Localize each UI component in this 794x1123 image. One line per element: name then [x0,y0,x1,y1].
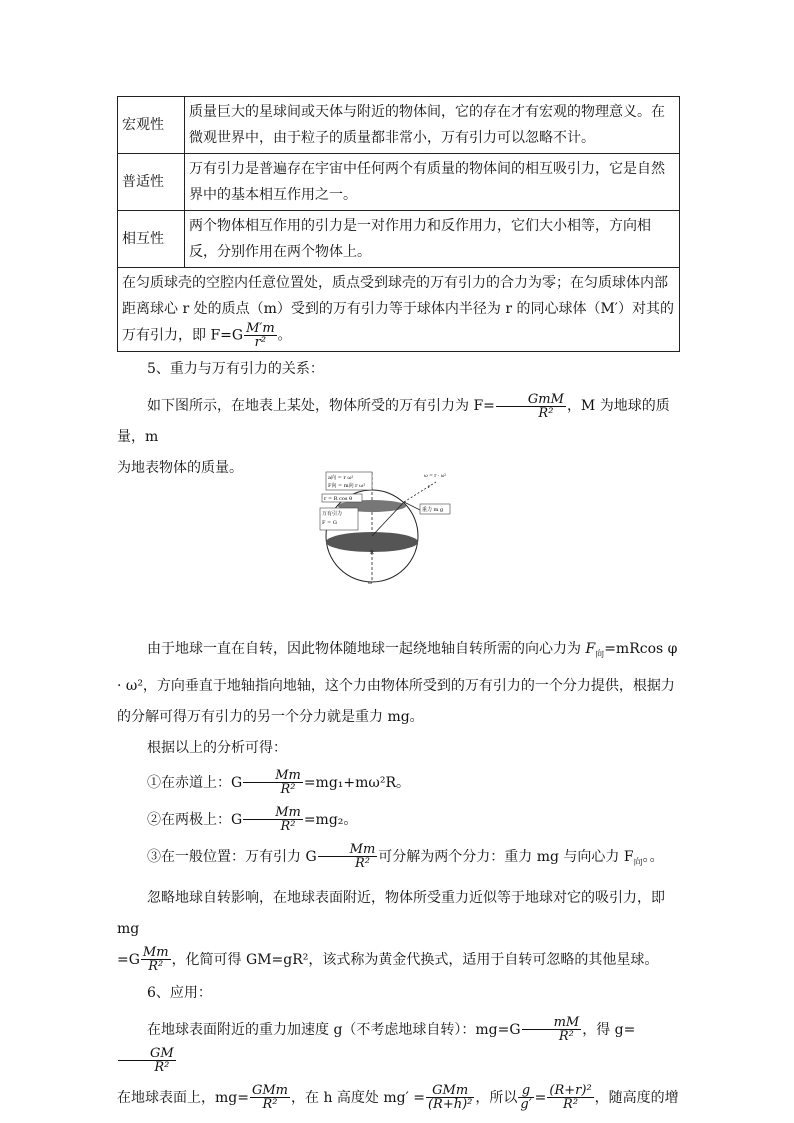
paragraph [117,634,682,733]
fraction [243,806,303,833]
denominator: R² [563,1097,579,1113]
text: 在地球表面上，mg= [117,1089,249,1106]
denominator: R² [280,782,296,798]
fraction [522,1016,582,1043]
numerator: (R+r)² [549,1083,592,1099]
numerator: g [518,1084,533,1098]
text: 如下图所示，在地表上某处，物体所受的万有引力为 F= [147,398,495,414]
paragraph [117,1083,682,1114]
section6-heading: 6、应用： [147,984,212,1001]
table-row [118,211,680,268]
fraction [250,1084,290,1111]
denominator: R² [558,1029,574,1045]
row-text: 质量巨大的星球间或天体与附近的物体间，它的存在才有宏观的物理意义。在微观世界中，由于粒子的质量都非常小，万有引力可以忽略不计。 [185,97,680,154]
fraction [243,769,303,796]
numerator: mM [522,1016,582,1030]
row-label: 普适性 [118,154,185,211]
subscript: 向 [595,649,605,660]
row-text: 两个物体相互作用的引力是一对作用力和反作用力，它们大小相等，方向相反，分别作用在两个物体上。 [185,211,680,268]
document-page [117,96,682,1114]
fig-label: ω [368,580,373,586]
fraction [547,1084,593,1111]
text: ，随高度的增 [594,1089,679,1106]
tail-text: 。 [277,327,292,344]
numerator: GMm [251,1083,288,1099]
table-row [118,268,680,352]
text: ③在一般位置：万有引力 G [147,848,317,865]
fig-label: F向 = m向 r ω² [328,483,366,489]
numerator: GmM [496,393,566,407]
merged-cell [118,268,680,352]
fig-label: 万有引力 [322,511,343,517]
equator-plane [326,532,418,552]
fraction [426,1084,474,1111]
fig-label: a向 = r ω² [328,475,354,481]
numerator: Mm [243,806,303,820]
row-label: 宏观性 [118,97,185,154]
text: F [585,641,596,657]
fig-label: ω = r · ω² [424,474,447,479]
denominator: (R+h)² [427,1097,473,1113]
row-text: 万有引力是普遍存在宇宙中任何两个有质量的物体间的相互吸引力，它是自然界中的基本相互作用之一。 [185,154,680,211]
fraction [518,1084,533,1111]
table-row [118,97,680,154]
text: 。。 [642,848,664,865]
property-table [117,96,680,352]
row-label: 相互性 [118,211,185,268]
text: = [534,1089,547,1106]
text: ，化简可得 GM=gR²，该式称为黄金代换式，适用于自转可忽略的其他星球。 [171,951,659,968]
section5-heading: 5、重力与万有引力的关系： [147,361,324,377]
table-row [118,154,680,211]
equation-3 [117,842,682,879]
denominator: R² [354,856,370,872]
numerator: Mm [243,769,303,783]
fig-label: 重力 m g [422,507,444,513]
denominator: R² [280,819,296,835]
fig-label: r [428,485,431,490]
numerator: GM [118,1047,176,1061]
denominator: R² [154,1060,170,1076]
equation-2 [117,805,682,836]
text: =G [117,951,140,968]
fig-label: R [370,550,374,556]
fraction [118,1047,176,1074]
text: ，M 为地球的质量，m [117,398,670,445]
fraction [244,322,277,349]
denominator: R² [148,959,164,975]
earth-rotation-figure [312,468,490,586]
numerator: M′m [246,321,275,336]
denominator: r² [254,335,267,350]
numerator: GMm [426,1084,474,1098]
text: ，所以 [475,1089,518,1106]
denominator: g′ [520,1097,532,1113]
text: ②在两极上：G [147,811,243,828]
force-line [404,482,436,502]
equation-1 [117,768,682,799]
subscript: 向 [633,857,643,868]
paragraph [117,1015,682,1077]
text: =mRcos φ · ω²，方向垂直于地轴指向地轴，这个力由物体所受到的万有引力的一个分力提供，根据力的分解可得万有引力的另一个分力就是重力 mg。 [117,641,678,725]
fraction [318,843,378,870]
fig-label: F = G [322,520,337,526]
denominator: R² [262,1097,278,1113]
text: ①在赤道上：G [147,774,243,791]
paragraph: 根据以上的分析可得： [147,739,287,756]
text: ，得 g= [582,1021,636,1038]
fraction [141,946,171,973]
paragraph [117,945,682,976]
paragraph: 忽略地球自转影响，在地球表面附近，物体所受重力近似等于地球对它的吸引力，即 mg [117,889,665,937]
fig-label: r = R cos θ [324,496,353,502]
text: 可分解为两个分力：重力 mg 与向心力 F [378,848,634,865]
denominator: R² [538,405,554,421]
paragraph [117,391,682,453]
paragraph: 为地表物体的质量。 [117,460,243,476]
text: =mg₂。 [303,811,358,828]
numerator: Mm [142,945,169,961]
text: ，在 h 高度处 mg′ = [291,1089,425,1106]
numerator: Mm [318,843,378,857]
merged-text: 在匀质球壳的空腔内任意位置处，质点受到球壳的万有引力的合力为零；在匀质球体内部距离球心 r 处的质点（m）受到的万有引力等于球体内半径为 r 的同心球体（M′）对其的万有引力，即 F=G [122,275,674,344]
text: 在地球表面附近的重力加速度 g（不考虑地球自转）：mg=G [147,1021,521,1038]
text: =mg₁+mω²R。 [303,774,410,791]
fraction [496,393,566,420]
text: 由于地球一直在自转，因此物体随地球一起绕地轴自转所需的向心力为 [147,641,581,657]
